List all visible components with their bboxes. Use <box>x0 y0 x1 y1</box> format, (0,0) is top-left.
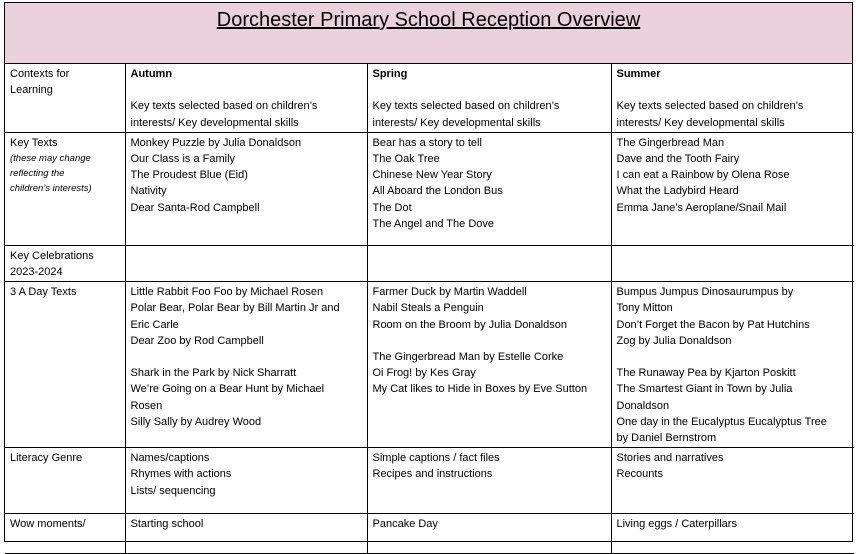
list-item: by Daniel Bernstrom <box>616 432 717 445</box>
list-item: Little Rabbit Foo Foo by Michael Rosen <box>130 286 324 299</box>
overview-table <box>5 64 854 554</box>
row-label-note: (these may change <box>10 153 91 164</box>
literacy-summer <box>611 448 854 514</box>
list-item: Recipes and instructions <box>372 468 493 481</box>
list-item: Rhymes with actions <box>130 468 232 481</box>
celebrations-spring <box>367 245 611 281</box>
summer-header-cell <box>611 64 854 132</box>
key-texts-label-cell <box>5 132 125 245</box>
overview-sheet <box>4 2 853 542</box>
season-note: Key texts selected based on children’s <box>372 100 560 113</box>
list-item: The Oak Tree <box>372 153 440 165</box>
list-item: Dear Santa-Rod Campbell <box>130 201 260 214</box>
list-item: My Cat likes to Hide in Boxes by Eve Sutton <box>372 383 588 396</box>
season-note: Key texts selected based on children’s <box>616 100 804 113</box>
list-item: Dear Zoo by Rod Campbell <box>130 334 264 347</box>
three-a-day-label-cell <box>5 282 125 448</box>
list-item: Recounts <box>616 468 663 481</box>
wow-row <box>5 514 854 554</box>
list-item: The Gingerbread Man <box>616 136 725 149</box>
three-a-day-autumn <box>125 282 367 448</box>
list-item: Donaldson <box>616 399 670 412</box>
row-label: 2023-2024 <box>10 266 63 278</box>
key-texts-row <box>5 132 854 245</box>
autumn-header-cell <box>125 64 367 132</box>
spring-header-cell <box>367 64 611 132</box>
list-item: Polar Bear, Polar Bear by Bill Martin Jr and <box>130 302 340 315</box>
celebrations-summer <box>611 245 854 281</box>
contexts-label-cell <box>5 64 125 132</box>
list-item: Nativity <box>130 185 167 198</box>
celebrations-autumn <box>125 245 367 281</box>
header-row <box>5 64 854 132</box>
list-item: Pancake Day <box>372 518 438 531</box>
list-item: Shark in the Park by Nick Sharratt <box>130 367 297 380</box>
list-item: Room on the Broom by Julia Donaldson <box>372 318 567 331</box>
celebrations-row <box>5 245 854 281</box>
list-item: The Gingerbread Man by Estelle Corke <box>372 351 564 363</box>
list-item: Silly Sally by Audrey Wood <box>130 415 262 428</box>
list-item: Our Class is a Family <box>130 153 236 165</box>
season-note: interests/ Key developmental skills <box>372 116 541 129</box>
list-item: Monkey Puzzle by Julia Donaldson <box>130 136 302 149</box>
row-label: 3 A Day Texts <box>10 286 77 299</box>
list-item: Bear has a story to tell <box>372 136 482 149</box>
title-band <box>5 3 852 64</box>
list-item: Don’t Forget the Bacon by Pat Hutchins <box>616 318 810 331</box>
wow-autumn <box>125 514 367 554</box>
list-item: Living eggs / Caterpillars <box>616 518 737 531</box>
season-note: Key texts selected based on children’s <box>130 100 318 113</box>
list-item: Stories and narratives <box>616 452 724 465</box>
list-item: I can eat a Rainbow by Olena Rose <box>616 169 790 182</box>
literacy-label-cell <box>5 448 125 514</box>
three-a-day-summer <box>611 282 854 448</box>
list-item: One day in the Eucalyptus Eucalyptus Tree <box>616 415 827 428</box>
row-label: Wow moments/ <box>10 518 86 531</box>
wow-label-cell <box>5 514 125 554</box>
list-item: The Proudest Blue (Eid) <box>130 169 248 182</box>
literacy-autumn <box>125 448 367 514</box>
row-label: Contexts for <box>10 68 70 80</box>
list-item: Dave and the Tooth Fairy <box>616 153 740 165</box>
season-note: interests/ Key developmental skills <box>616 116 785 129</box>
list-item: What the Ladybird Heard <box>616 185 739 198</box>
list-item: The Dot <box>372 201 412 214</box>
list-item: Simple captions / fact files <box>372 452 500 465</box>
literacy-row <box>5 448 854 514</box>
list-item: Farmer Duck by Martin Waddell <box>372 286 527 299</box>
list-item: The Angel and The Dove <box>372 217 494 230</box>
key-texts-autumn <box>125 132 367 245</box>
list-item: Names/captions <box>130 452 210 465</box>
list-item: Starting school <box>130 518 204 531</box>
row-label: Learning <box>10 84 53 97</box>
row-label-note: children’s interests) <box>10 183 92 194</box>
list-item: Eric Carle <box>130 318 179 331</box>
list-item: We’re Going on a Bear Hunt by Michael <box>130 383 325 396</box>
list-item: Bumpus Jumpus Dinosaurumpus by <box>616 286 794 299</box>
row-label: Key Texts <box>10 136 58 149</box>
key-texts-spring <box>367 132 611 245</box>
wow-spring <box>367 514 611 554</box>
list-item: Oi Frog! by Kes Gray <box>372 367 476 380</box>
list-item: Chinese New Year Story <box>372 169 492 182</box>
season-note: interests/ Key developmental skills <box>130 116 299 129</box>
list-item: The Smartest Giant in Town by Julia <box>616 383 793 396</box>
season-heading: Spring <box>372 68 408 80</box>
wow-summer <box>611 514 854 554</box>
list-item: Zog by Julia Donaldson <box>616 334 732 347</box>
celebrations-label-cell <box>5 245 125 281</box>
page-title: Dorchester Primary School Reception Overview <box>216 9 641 31</box>
three-a-day-spring <box>367 282 611 448</box>
list-item: Rosen <box>130 399 163 412</box>
list-item: Lists/ sequencing <box>130 484 216 497</box>
row-label: Key Celebrations <box>10 249 94 262</box>
list-item: Tony Mitton <box>616 302 673 315</box>
row-label-note: reflecting the <box>10 168 65 179</box>
season-heading: Summer <box>616 68 661 80</box>
list-item: Emma Jane’s Aeroplane/Snail Mail <box>616 201 787 214</box>
three-a-day-row <box>5 282 854 448</box>
season-heading: Autumn <box>130 68 173 80</box>
list-item: Nabil Steals a Penguin <box>372 302 484 315</box>
literacy-spring <box>367 448 611 514</box>
key-texts-summer <box>611 132 854 245</box>
list-item: The Runaway Pea by Kjarton Poskitt <box>616 367 796 380</box>
list-item: All Aboard the London Bus <box>372 185 503 198</box>
row-label: Literacy Genre <box>10 452 83 465</box>
